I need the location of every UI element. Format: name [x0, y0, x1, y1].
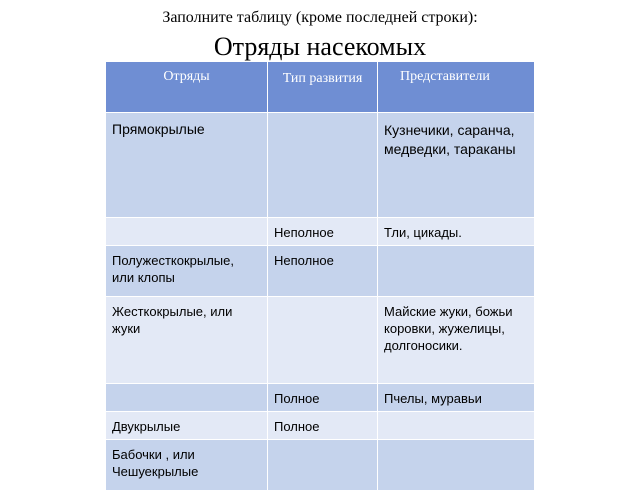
cell-development: Полное [268, 412, 378, 440]
header-cell-orders [106, 62, 268, 113]
cell-representatives [378, 246, 535, 297]
cell-order: Бабочки , или Чешуекрылые [106, 440, 268, 491]
header-label-development: Тип развития [282, 71, 363, 86]
table-row [106, 440, 535, 491]
cell-order [106, 384, 268, 412]
cell-order: Жесткокрылые, или жуки [106, 297, 268, 384]
instruction-text: Заполните таблицу (кроме последней строки): [162, 9, 478, 26]
cell-representatives: Кузнечики, саранча, медведки, тараканы [378, 113, 535, 218]
table-row [106, 113, 535, 218]
header-label-orders: Отряды [163, 69, 210, 84]
table-row [106, 297, 535, 384]
cell-representatives [378, 440, 535, 491]
cell-order [106, 218, 268, 246]
header-cell-development [268, 62, 378, 113]
cell-development [268, 440, 378, 491]
cell-representatives: Пчелы, муравьи [378, 384, 535, 412]
cell-development [268, 297, 378, 384]
cell-development: Неполное [268, 246, 378, 297]
cell-development [268, 113, 378, 218]
table-row [106, 246, 535, 297]
cell-development: Полное [268, 384, 378, 412]
header-label-representatives: Представители [400, 69, 490, 84]
table-title: Отряды насекомых [213, 32, 427, 61]
cell-order: Полужесткокрылые, или клопы [106, 246, 268, 297]
header-cell-representatives [378, 62, 535, 113]
cell-representatives [378, 412, 535, 440]
table-row [106, 218, 535, 246]
cell-development: Неполное [268, 218, 378, 246]
insect-orders-table [105, 61, 535, 491]
cell-order: Прямокрылые [106, 113, 268, 218]
cell-representatives: Тли, цикады. [378, 218, 535, 246]
cell-representatives: Майские жуки, божьи коровки, жужелицы, долгоносики. [378, 297, 535, 384]
cell-order: Двукрылые [106, 412, 268, 440]
table-header-row [106, 62, 535, 113]
table-row [106, 412, 535, 440]
table-row [106, 384, 535, 412]
